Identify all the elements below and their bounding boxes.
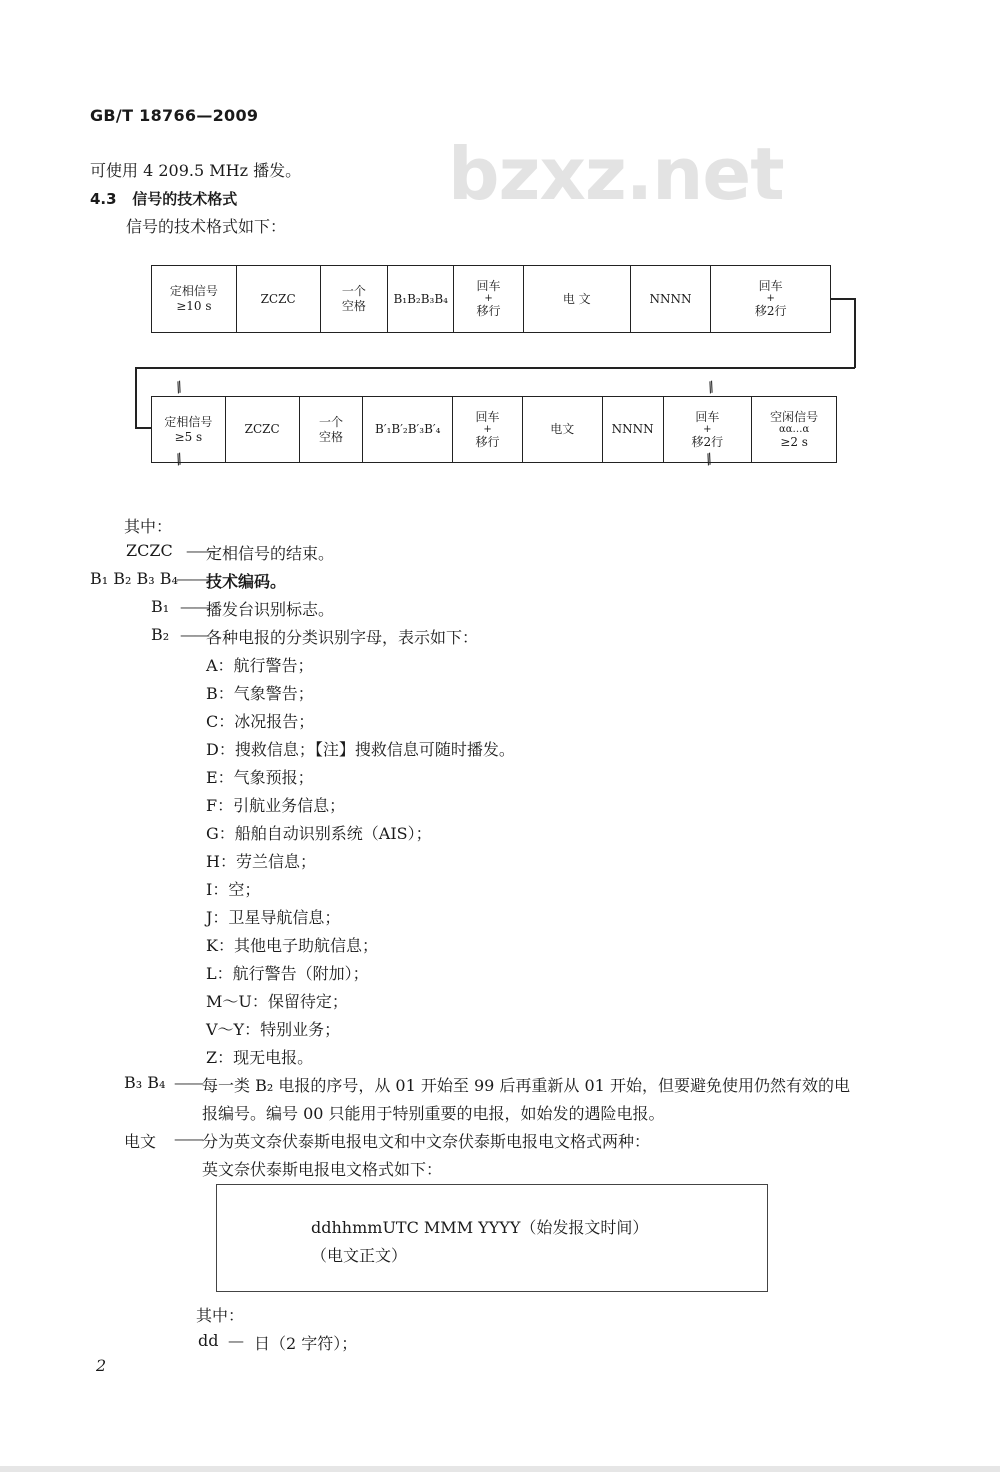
list-item: I：空；	[206, 880, 261, 899]
list-item: V～Y：特别业务；	[206, 1020, 341, 1039]
def-b3b4-line1: 每一类 B₂ 电报的序号，从 01 开始至 99 后再重新从 01 开始，但要避免使用仍然有效的电	[202, 1076, 850, 1095]
list-item: H：劳兰信息；	[206, 852, 316, 871]
diagram-row-1	[151, 265, 831, 333]
connector-line	[854, 298, 856, 368]
list-item: D：搜救信息；【注】搜救信息可随时播发。	[206, 740, 515, 759]
list-item: A：航行警告；	[206, 656, 314, 675]
section-intro: 信号的技术格式如下：	[126, 217, 287, 236]
cell-zczc	[237, 266, 321, 332]
cell-text: 一个	[341, 284, 366, 298]
cell-telegram	[524, 266, 631, 332]
cell-text: 移2行	[754, 304, 787, 318]
cell-text: 定相信号	[164, 414, 213, 429]
cell-text: 移2行	[691, 434, 724, 449]
cell-text: ≥10 s	[176, 299, 212, 313]
telegram-format-intro: 英文奈伏泰斯电报电文格式如下：	[202, 1160, 443, 1179]
diagram-row-2	[151, 396, 837, 463]
watermark: bzxz.net	[448, 132, 784, 216]
cell-cr-2lf	[664, 397, 753, 462]
list-item: M～U：保留待定；	[206, 992, 348, 1011]
cell-text: αα…α	[778, 423, 810, 435]
cell-space	[321, 266, 389, 332]
cell-text: 电 文	[562, 291, 591, 306]
format-line-1: ddhhmmUTC MMM YYYY（始发报文时间）	[311, 1218, 649, 1237]
cell-text: B′₁B′₂B′₃B′₄	[375, 422, 441, 436]
def-b-term: B₁ B₂ B₃ B₄	[90, 569, 178, 588]
cell-text: 回车	[758, 279, 783, 293]
list-item: E：气象预报；	[206, 768, 314, 787]
list-item: Z：现无电报。	[206, 1048, 314, 1067]
list-item: K：其他电子助航信息；	[206, 936, 378, 955]
def-dash: ——	[186, 541, 214, 560]
def-b-desc: 技术编码。	[206, 572, 287, 591]
cell-text: +	[483, 423, 492, 435]
connector-line	[135, 367, 855, 369]
cell-text: 定相信号	[169, 284, 218, 298]
cell-text: 回车	[695, 409, 720, 424]
cell-text: ≥2 s	[780, 434, 808, 449]
where-label: 其中：	[124, 517, 173, 536]
def-b1-desc: 播发台识别标志。	[206, 600, 335, 619]
intro-line: 可使用 4 209.5 MHz 播发。	[90, 161, 302, 180]
def-zczc-desc: 定相信号的结束。	[206, 544, 335, 563]
def-telegram-desc: 分为英文奈伏泰斯电报电文和中文奈伏泰斯电报电文格式两种：	[202, 1132, 651, 1151]
cell-space	[300, 397, 364, 462]
break-mark: //	[703, 451, 713, 469]
connector-line	[135, 367, 137, 428]
cell-text: 空格	[318, 429, 343, 444]
cell-text: 电文	[550, 422, 575, 436]
break-mark: //	[705, 379, 715, 397]
cell-text: 空闲信号	[770, 409, 819, 424]
cell-text: ≥5 s	[174, 429, 203, 444]
cell-text: 移行	[475, 434, 500, 449]
def-b3b4-term: B₃ B₄	[124, 1073, 166, 1092]
cell-text: B₁B₂B₃B₄	[393, 291, 448, 306]
def-b3b4-line2: 报编号。编号 00 只能用于特别重要的电报，如始发的遇险电报。	[202, 1104, 665, 1123]
cell-text: +	[703, 423, 712, 435]
cell-text: NNNN	[611, 422, 654, 436]
standard-number-header: GB/T 18766—2009	[90, 106, 259, 125]
cell-tech-code	[363, 397, 453, 462]
cell-text: 回车	[476, 279, 501, 293]
format-line-2: （电文正文）	[311, 1246, 408, 1265]
def-b1-term: B₁	[151, 597, 170, 616]
def-dash: ——	[180, 625, 208, 644]
list-item: C：冰况报告；	[206, 712, 315, 731]
cell-tech-code	[388, 266, 454, 332]
page-edge	[0, 1466, 1000, 1472]
def-dash: ——	[174, 1073, 202, 1092]
where-label-2: 其中：	[196, 1306, 245, 1325]
def-zczc-term: ZCZC	[126, 541, 173, 560]
cell-text: 移行	[476, 304, 501, 318]
def-b2-term: B₂	[151, 625, 170, 644]
cell-nnnn	[603, 397, 664, 462]
cell-text: +	[766, 293, 775, 304]
def-dash: ——	[180, 597, 208, 616]
def-dash: ———	[176, 569, 218, 588]
def-dd-desc: 日（2 字符）；	[254, 1334, 358, 1353]
cell-cr-2lf	[711, 266, 830, 332]
cell-zczc	[226, 397, 300, 462]
cell-idle-signal	[752, 397, 836, 462]
list-item: F：引航业务信息；	[206, 796, 346, 815]
cell-text: 空格	[341, 299, 366, 313]
cell-text: +	[484, 293, 493, 304]
def-dash: —	[228, 1331, 242, 1350]
section-title: 信号的技术格式	[132, 190, 238, 208]
section-heading	[90, 188, 237, 209]
page-number: 2	[96, 1356, 107, 1375]
list-item: J：卫星导航信息；	[206, 908, 341, 927]
section-number: 4.3	[90, 190, 117, 208]
def-dd-term: dd	[198, 1331, 219, 1350]
cell-text: NNNN	[649, 291, 692, 306]
list-item: B：气象警告；	[206, 684, 314, 703]
cell-text: 回车	[475, 409, 500, 424]
connector-line	[831, 298, 855, 300]
telegram-format-box	[216, 1184, 768, 1292]
def-dash: ——	[174, 1129, 202, 1148]
break-mark: //	[173, 379, 183, 397]
cell-nnnn	[631, 266, 712, 332]
list-item: G：船舶自动识别系统（AIS）；	[206, 824, 432, 843]
cell-phasing-signal	[152, 266, 237, 332]
cell-telegram	[523, 397, 603, 462]
def-telegram-term: 电文	[124, 1132, 157, 1151]
break-mark: //	[173, 451, 183, 469]
def-b2-desc: 各种电报的分类识别字母，表示如下：	[206, 628, 479, 647]
cell-cr-lf	[454, 266, 524, 332]
cell-text: ZCZC	[244, 422, 280, 436]
cell-text: 一个	[318, 414, 343, 429]
list-item: L：航行警告（附加）；	[206, 964, 369, 983]
cell-text: ZCZC	[260, 291, 296, 306]
connector-arrow	[135, 427, 151, 429]
cell-phasing-signal	[152, 397, 226, 462]
cell-cr-lf	[453, 397, 523, 462]
